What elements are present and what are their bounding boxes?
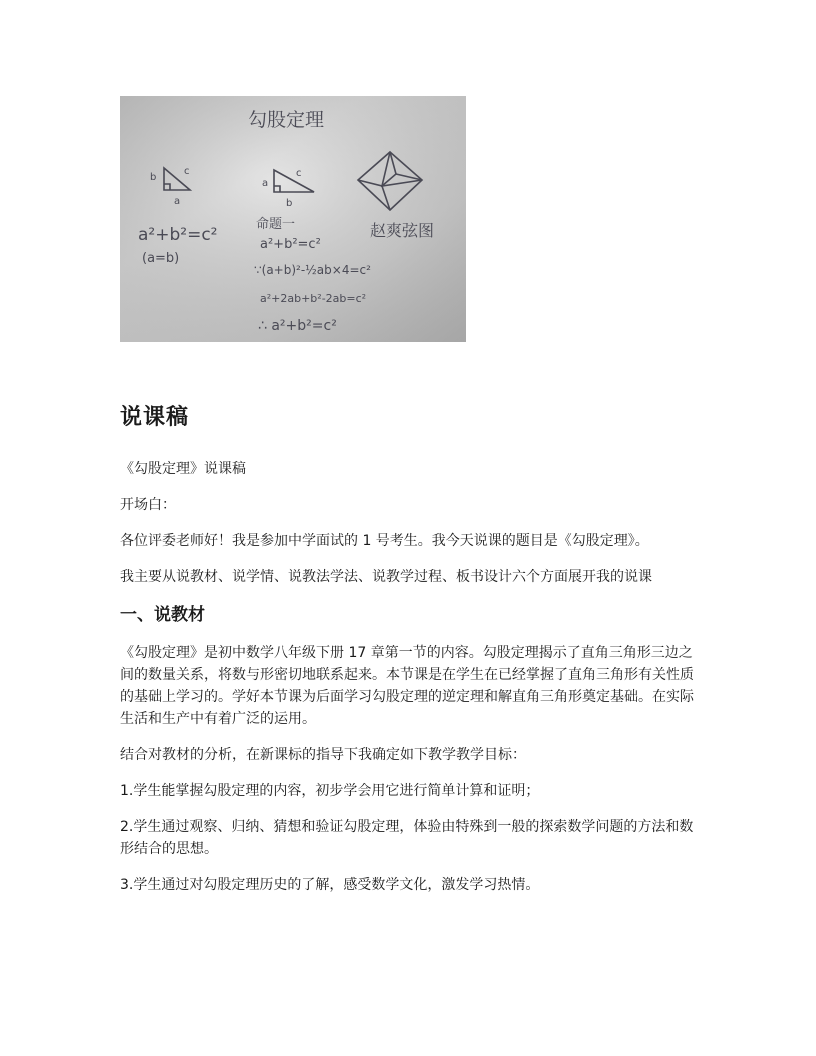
fig2-label-b: b: [286, 198, 293, 209]
fig1-label-a: a: [174, 196, 181, 207]
paragraph-goal-1: 1.学生能掌握勾股定理的内容，初步学会用它进行简单计算和证明；: [120, 783, 540, 799]
fig2-line1: a²+b²=c²: [260, 237, 321, 252]
fig2-line2: ∵(a+b)²-½ab×4=c²: [254, 263, 371, 277]
fig1-label-c: c: [184, 166, 190, 177]
fig2-line4: ∴ a²+b²=c²: [258, 318, 337, 334]
paragraph-textbook-analysis: 《勾股定理》是初中数学八年级下册 17 章第一节的内容。勾股定理揭示了直角三角形三边之间的数量关系，将数与形密切地联系起来。本节课是在学生在已经掌握了直角三角形有关性质的基础上学习的。学好本节课为后面学习勾股定理的逆定理和解直角三角形奠定基础。在实际生活和生产中有着广泛的运用。: [120, 645, 694, 727]
section-heading-textbook: 一、说教材: [120, 605, 205, 625]
fig1-label-b: b: [150, 172, 157, 183]
photo-drawing: [120, 96, 466, 342]
fig1-condition: (a=b): [142, 251, 180, 266]
fig3-caption: 赵爽弦图: [370, 221, 435, 240]
paragraph-goals-intro: 结合对教材的分析，在新课标的指导下我确定如下教学教学目标：: [120, 747, 526, 763]
paragraph-course-name: 《勾股定理》说课稿: [120, 461, 246, 477]
paragraph-greeting: 各位评委老师好！我是参加中学面试的 1 号考生。我今天说课的题目是《勾股定理》。: [120, 533, 649, 549]
whiteboard-photo: [120, 96, 466, 342]
paragraph-goal-3: 3.学生通过对勾股定理历史的了解，感受数学文化，激发学习热情。: [120, 877, 540, 893]
paragraph-outline: 我主要从说教材、说学情、说教法学法、说教学过程、板书设计六个方面展开我的说课: [120, 569, 652, 585]
document-body: [120, 402, 700, 910]
paragraph-opening-label: 开场白：: [120, 497, 176, 513]
photo-title: 勾股定理: [248, 109, 325, 131]
fig2-label-c: c: [296, 168, 302, 179]
paragraph-goal-2: 2.学生通过观察、归纳、猜想和验证勾股定理，体验由特殊到一般的探索数学问题的方法和数形结合的思想。: [120, 819, 694, 857]
fig2-line3: a²+2ab+b²-2ab=c²: [260, 292, 367, 305]
fig2-label-a: a: [262, 178, 269, 189]
document-title: 说课稿: [120, 405, 190, 430]
fig2-heading: 命题一: [256, 217, 296, 232]
fig1-formula: a²+b²=c²: [138, 225, 218, 245]
